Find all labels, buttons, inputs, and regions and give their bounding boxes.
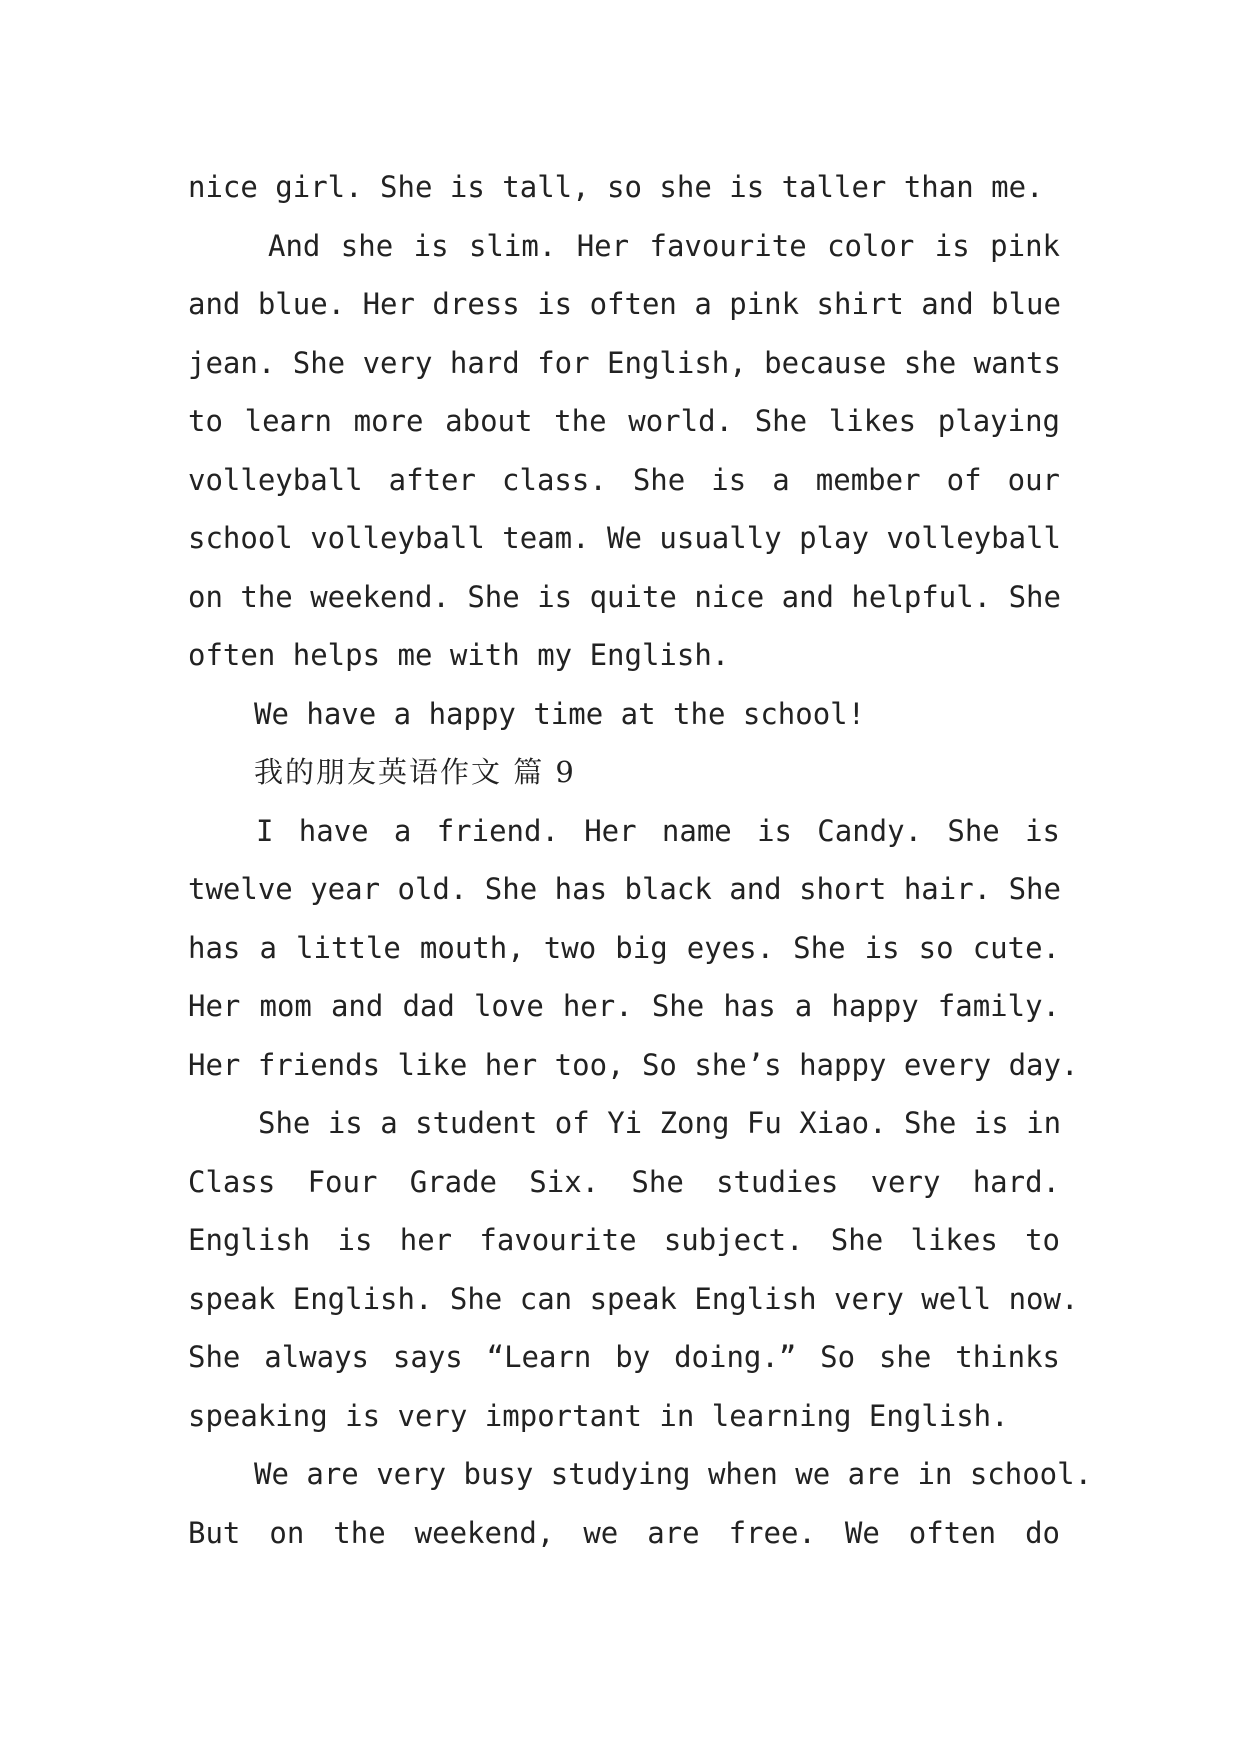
paragraph-start-line: We are very busy studying when we are in school. (254, 1457, 1093, 1491)
text-line: English is her favourite subject. She likes to (188, 1223, 1060, 1257)
text-line: school volleyball team. We usually play volleyball (188, 521, 1061, 555)
text-line: and blue. Her dress is often a pink shirt and blue (188, 287, 1061, 321)
section-heading: 我的朋友英语作文 篇 9 (254, 755, 576, 789)
text-line: on the weekend. She is quite nice and helpful. She (188, 579, 1061, 614)
text-line: often helps me with my English. (188, 638, 730, 672)
text-line: nice girl. She is tall, so she is taller than me. (188, 170, 1044, 204)
paragraph-start-line: She is a student of Yi Zong Fu Xiao. She is in (258, 1106, 1062, 1140)
document-page (188, 158, 1093, 1562)
text-line: Her friends like her too, So she’s happy every day. (188, 1047, 1079, 1082)
text-line: She always says “Learn by doing.” So she thinks (188, 1340, 1060, 1374)
text-line: twelve year old. She has black and short hair. She (188, 872, 1061, 906)
text-line: speaking is very important in learning English. (188, 1398, 1009, 1433)
paragraph-start-line: And she is slim. Her favourite color is pink (268, 228, 1060, 263)
text-line: volleyball after class. She is a member of our (188, 462, 1060, 497)
text-line: Class Four Grade Six. She studies very hard. (188, 1164, 1060, 1199)
paragraph-start-line: I have a friend. Her name is Candy. She is (256, 813, 1060, 848)
text-line: jean. She very hard for English, because she wants (188, 345, 1061, 380)
text-line: Her mom and dad love her. She has a happy family. (188, 989, 1060, 1023)
text-line: speak English. She can speak English very well now. (188, 1281, 1079, 1316)
text-line: has a little mouth, two big eyes. She is so cute. (188, 930, 1060, 965)
text-line: But on the weekend, we are free. We often do (188, 1515, 1060, 1550)
paragraph-start-line: We have a happy time at the school! (254, 696, 866, 731)
text-line: to learn more about the world. She likes playing (188, 404, 1060, 438)
